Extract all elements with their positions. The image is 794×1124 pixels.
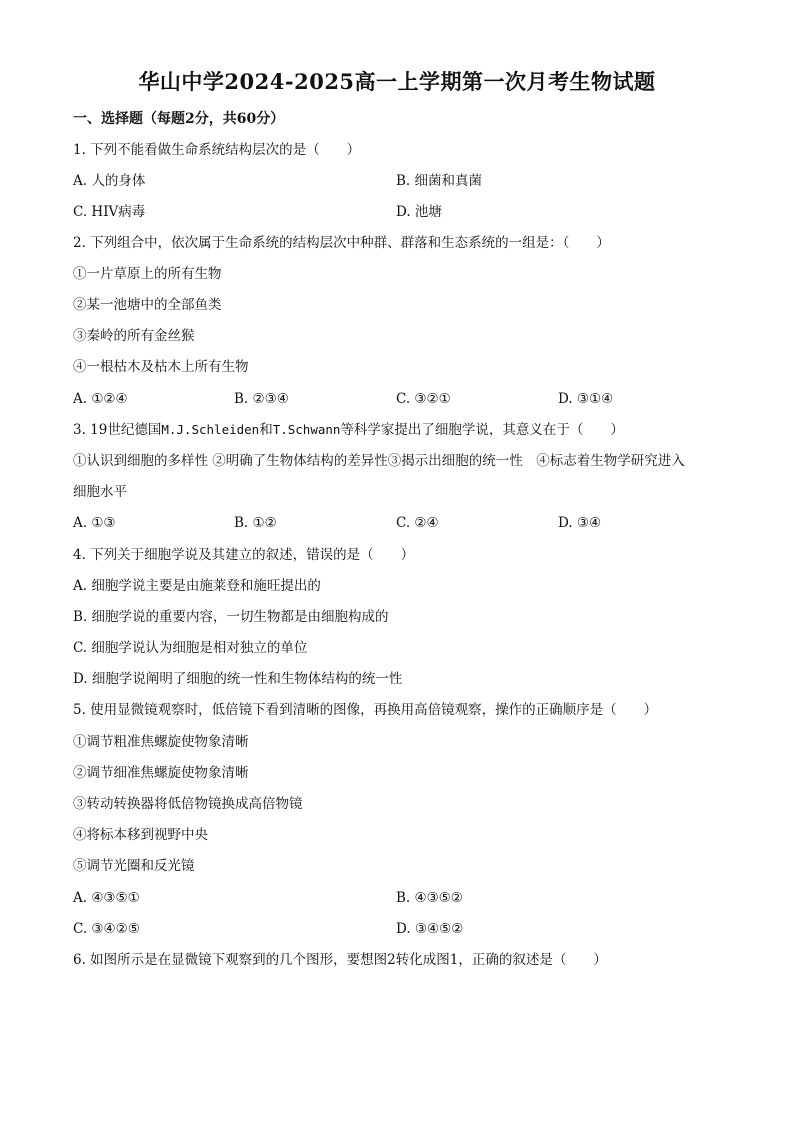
question-5-option-d: D. ③④⑤② xyxy=(396,921,464,937)
question-3-stem-prefix: 3. 19世纪德国 xyxy=(73,422,162,438)
exam-title: 华山中学2024-2025高一上学期第一次月考生物试题 xyxy=(138,69,656,94)
question-2-option-c: C. ③②① xyxy=(396,391,451,407)
question-2-item-2: ②某一池塘中的全部鱼类 xyxy=(73,297,222,313)
question-3-stem-mid: 和 xyxy=(259,422,273,438)
question-2-item-1: ①一片草原上的所有生物 xyxy=(73,266,222,282)
question-4-option-b: B. 细胞学说的重要内容，一切生物都是由细胞构成的 xyxy=(73,609,389,625)
section-heading: 一、选择题（每题2分，共60分） xyxy=(73,111,285,127)
question-5-item-2: ②调节细准焦螺旋使物象清晰 xyxy=(73,765,249,781)
question-5-item-1: ①调节粗准焦螺旋使物象清晰 xyxy=(73,734,249,750)
question-5-option-b: B. ④③⑤② xyxy=(396,890,463,906)
question-4-option-a: A. 细胞学说主要是由施莱登和施旺提出的 xyxy=(73,578,321,594)
question-3-items-line-1: ①认识到细胞的多样性 ②明确了生物体结构的差异性③揭示出细胞的统一性 ④标志着生物学研究进入 xyxy=(73,453,685,469)
question-3-stem xyxy=(73,421,624,439)
question-2-item-3: ③秦岭的所有金丝猴 xyxy=(73,328,195,344)
question-5-item-3: ③转动转换器将低倍物镜换成高倍物镜 xyxy=(73,796,303,812)
question-5-item-5: ⑤调节光圈和反光镜 xyxy=(73,858,195,874)
question-1-option-b: B. 细菌和真菌 xyxy=(396,173,483,189)
question-4-option-c: C. 细胞学说认为细胞是相对独立的单位 xyxy=(73,640,308,656)
question-1-option-d: D. 池塘 xyxy=(396,204,442,220)
question-2-item-4: ④一根枯木及枯木上所有生物 xyxy=(73,359,249,375)
question-5-option-a: A. ④③⑤① xyxy=(73,890,140,906)
question-2-stem: 2. 下列组合中，依次属于生命系统的结构层次中种群、群落和生态系统的一组是：（ ） xyxy=(73,235,610,251)
question-3-stem-suffix: 等科学家提出了细胞学说，其意义在于（ ） xyxy=(340,422,624,438)
question-4-stem: 4. 下列关于细胞学说及其建立的叙述，错误的是（ ） xyxy=(73,547,415,563)
question-6-stem: 6. 如图所示是在显微镜下观察到的几个图形，要想图2转化成图1，正确的叙述是（ ） xyxy=(73,952,607,968)
question-3-option-b: B. ①② xyxy=(234,515,277,531)
question-5-option-c: C. ③④②⑤ xyxy=(73,921,140,937)
question-5-item-4: ④将标本移到视野中央 xyxy=(73,827,208,843)
question-1-option-a: A. 人的身体 xyxy=(73,173,146,189)
question-4-option-d: D. 细胞学说阐明了细胞的统一性和生物体结构的统一性 xyxy=(73,671,403,687)
question-5-stem: 5. 使用显微镜观察时，低倍镜下看到清晰的图像，再换用高倍镜观察，操作的正确顺序是（ ） xyxy=(73,702,658,718)
question-2-option-b: B. ②③④ xyxy=(234,391,289,407)
question-3-option-c: C. ②④ xyxy=(396,515,439,531)
question-2-option-d: D. ③①④ xyxy=(558,391,614,407)
question-1-option-c: C. HIV病毒 xyxy=(73,204,146,220)
question-3-option-a: A. ①③ xyxy=(73,515,116,531)
question-3-items-line-2: 细胞水平 xyxy=(73,484,127,500)
question-2-option-a: A. ①②④ xyxy=(73,391,128,407)
question-3-scientist-1: M.J.Schleiden xyxy=(161,422,260,437)
question-3-option-d: D. ③④ xyxy=(558,515,602,531)
question-3-scientist-2: T.Schwann xyxy=(272,422,341,437)
question-1-stem: 1. 下列不能看做生命系统结构层次的是（ ） xyxy=(73,142,361,158)
